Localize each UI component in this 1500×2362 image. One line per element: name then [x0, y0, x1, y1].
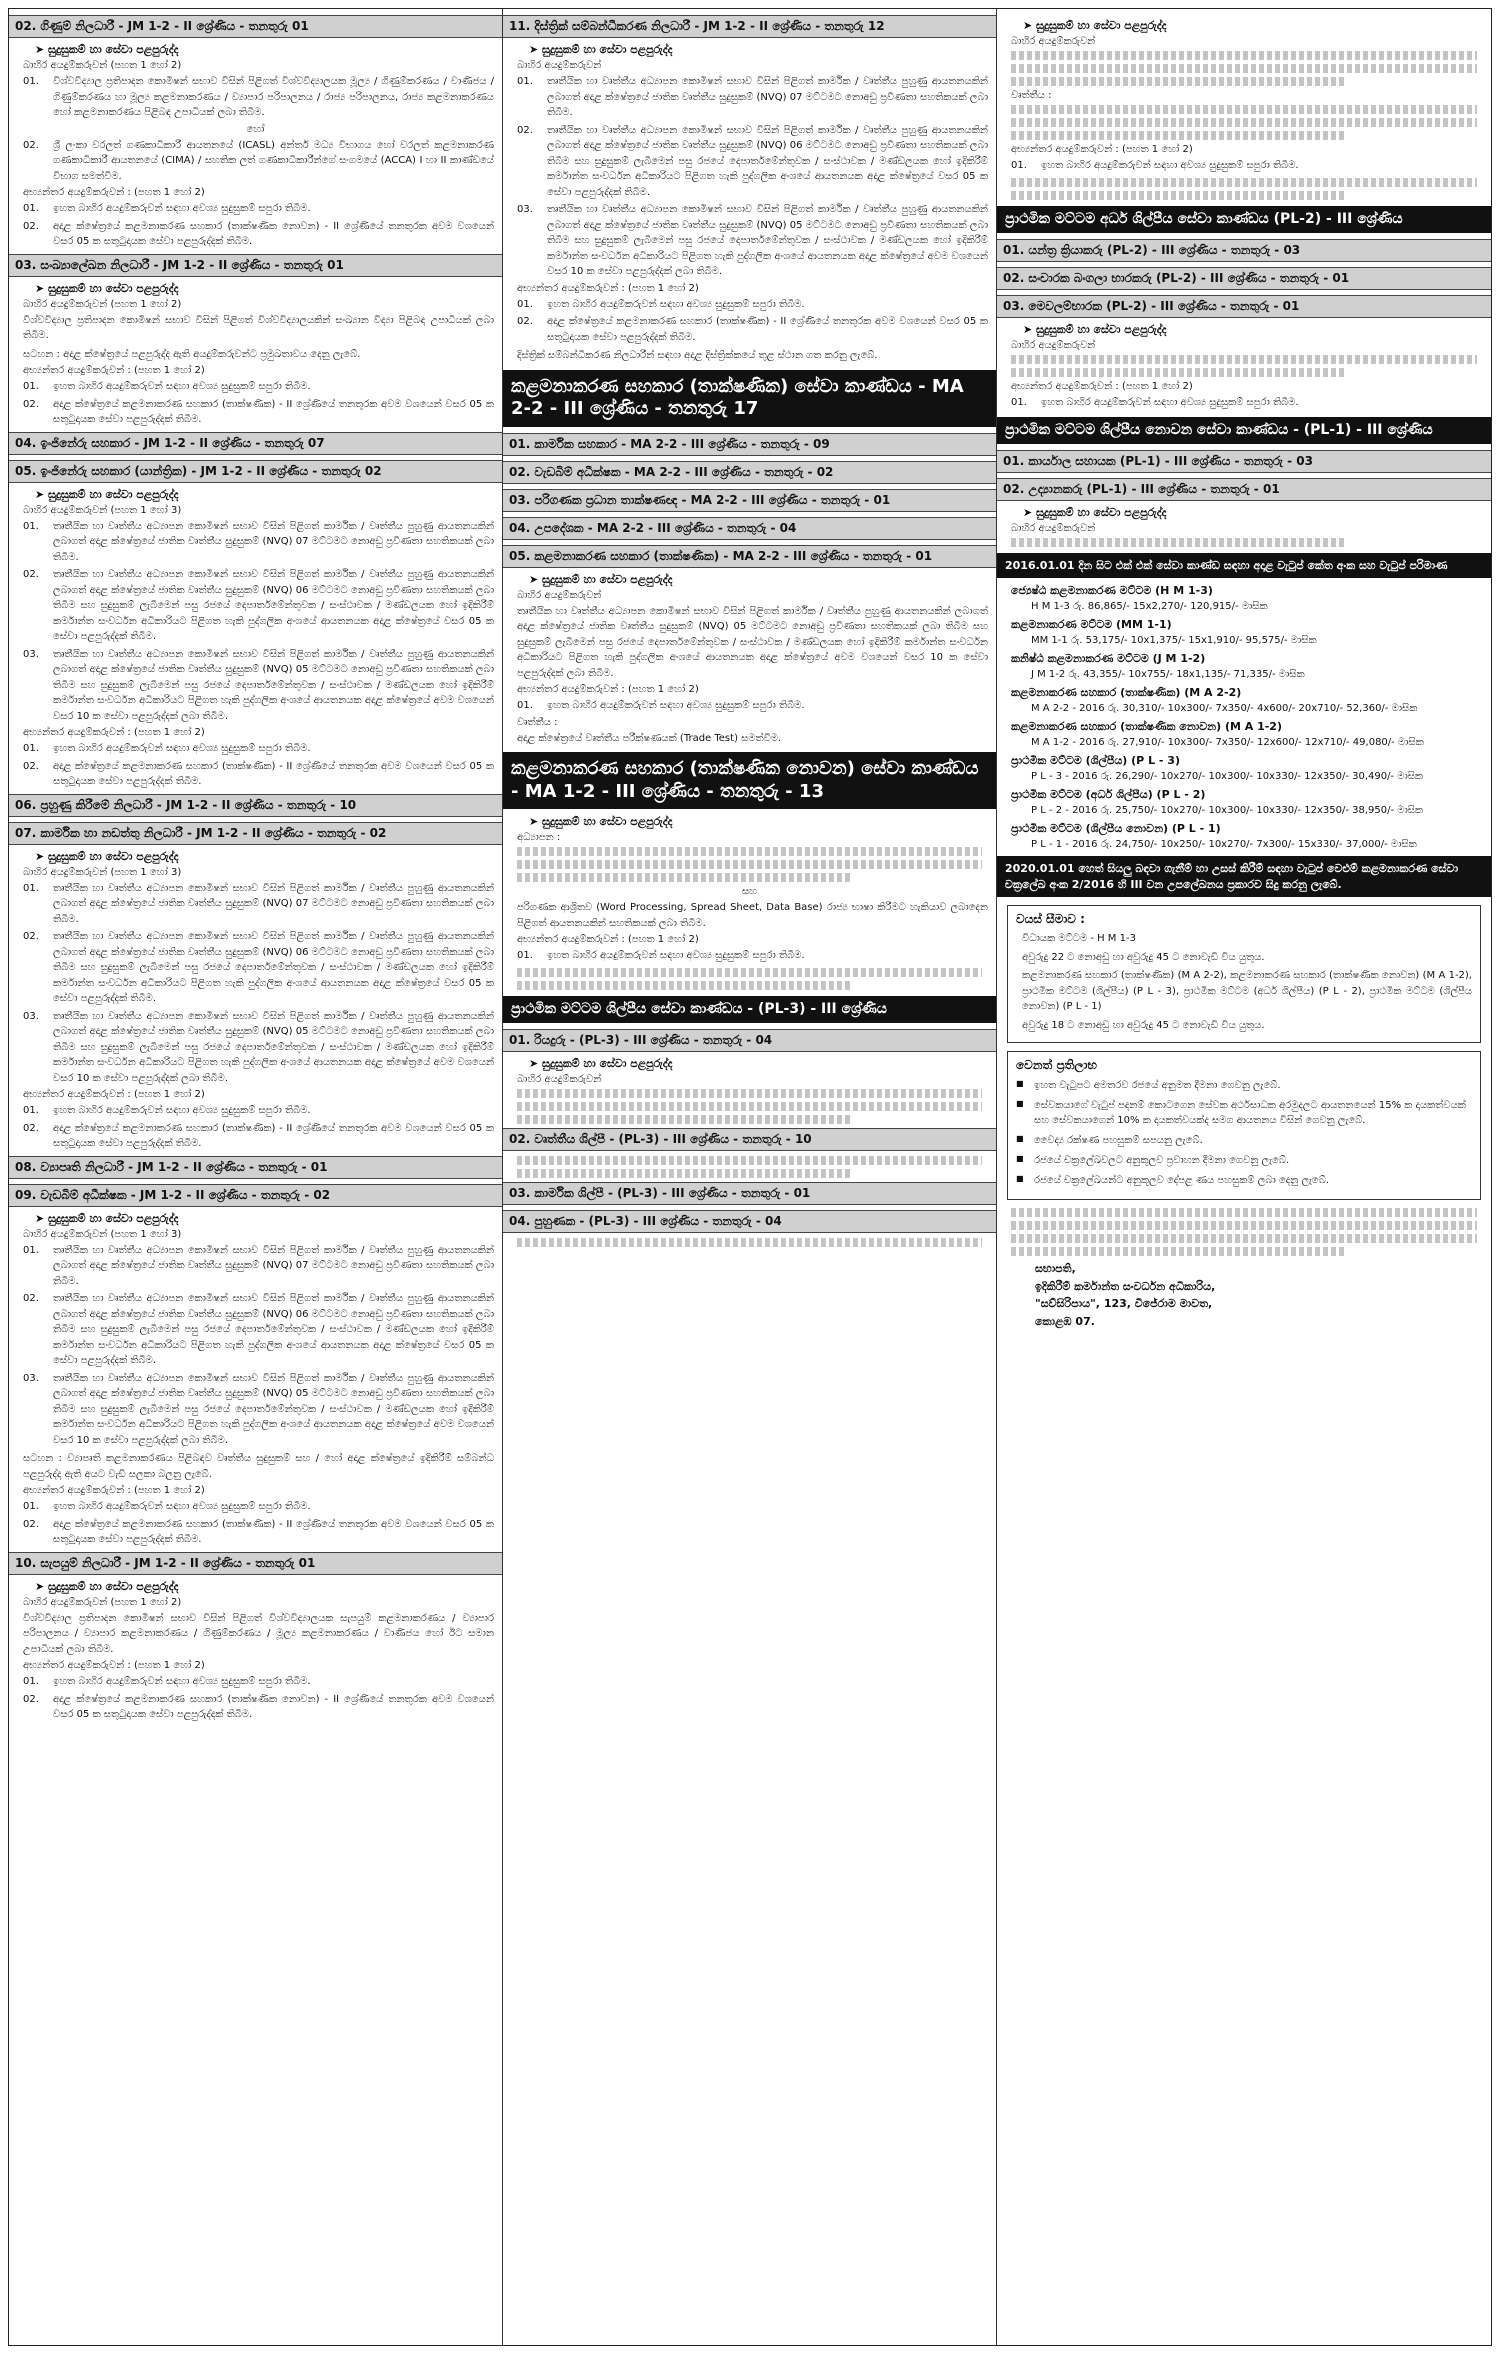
and-label: සහ: [741, 886, 758, 897]
qualification-item: තෘතීයික හා වෘත්තීය අධ්‍යාපන කොමිෂන් සභාව විසින් පිළිගත් කාර්මික / වෘත්තීය පුහුණු ආයතනයකින් ලබාගත් අදාළ ක්ෂේත්‍රයේ ජාතික වෘත්තීය සුදුසුකම් (NVQ) 07 මට්ටමට නොඅඩු ප්‍රවීණතා සහතිකයක් ලබා තිබීම.: [53, 1244, 494, 1287]
salary-heading: ප්‍රාථමික මට්ටම (අර්ධ ශිල්පීය) (P L - 2): [1011, 788, 1206, 802]
section-02-heading: 02. ගිණුම් නිලධාරී - JM 1-2 - II ශ්‍රේණිය - තනතුරු 01: [9, 15, 502, 38]
ma22-post-02: 02. වැඩබිම් අධීක්ෂක - MA 2-2 - III ශ්‍රේණිය - තනතුරු - 02: [503, 461, 996, 484]
qualification-item: තෘතීයික හා වෘත්තීය අධ්‍යාපන කොමිෂන් සභාව විසින් පිළිගත් කාර්මික / වෘත්තීය පුහුණු ආයතනයකින් ලබාගත් අදාළ ක්ෂේත්‍රයේ ජාතික වෘත්තීය සුදුසුකම් (NVQ) 06 මට්ටමට නොඅඩු ප්‍රවීණතා සහතිකයක් ලබා තිබීම සහ සුදුසුකම් ලැබීමෙන් පසු රජයේ දෙපාර්තමේන්තුවක / සංස්ථාවක / මණ්ඩලයක හෝ ඉදිකිරීම් කර්මාන්ත සංවර්ධන අධිකාරියට පිළිගත හැකි පුද්ගලික අංශයේ ආයතනයක අදාළ ක්ෂේත්‍රයේ වසර 05 ක සේවා පළපුරුද්දක් තිබීම.: [53, 569, 494, 642]
internal-label: අභ්‍යන්තර අයදුම්කරුවන් : (පහත 1 හෝ 2): [1011, 381, 1193, 392]
qualification-text: තෘතීයික හා වෘත්තීය අධ්‍යාපන කොමිෂන් සභාව විසින් පිළිගත් කාර්මික / වෘත්තීය පුහුණු ආයතනයකින් ලබාගත් අදාළ ක්ෂේත්‍රයේ ජාතික වෘත්තීය සුදුසුකම් (NVQ) 05 මට්ටමට නොඅඩු ප්‍රවීණතා සහතිකයක් ලබා තිබීම සහ සුදුසුකම් ලැබීමෙන් පසු රජයේ දෙපාර්තමේන්තුවක / සංස්ථාවක / මණ්ඩලයක හෝ ඉදිකිරීම් කර්මාන්ත සංවර්ධන අධිකාරියට පිළිගත හැකි පුද්ගලික අංශයේ ආයතනයක අදාළ ක්ෂේත්‍රයේ අවම වශයෙන් වසර 10 ක සේවා පළපුරුද්දක් ලබා තිබීම.: [517, 605, 988, 679]
qualification-item: තෘතීයික හා වෘත්තීය අධ්‍යාපන කොමිෂන් සභාව විසින් පිළිගත් කාර්මික / වෘත්තීය පුහුණු ආයතනයකින් ලබාගත් අදාළ ක්ෂේත්‍රයේ ජාතික වෘත්තීය සුදුසුකම් (NVQ) 06 මට්ටමට නොඅඩු ප්‍රවීණතා සහතිකයක් ලබා තිබීම සහ සුදුසුකම් ලැබීමෙන් පසු රජයේ දෙපාර්තමේන්තුවක / සංස්ථාවක / මණ්ඩලයක හෝ ඉදිකිරීම් කර්මාන්ත සංවර්ධන අධිකාරියට පිළිගත හැකි පුද්ගලික අංශයේ ආයතනයක අදාළ ක්ෂේත්‍රයේ වසර 05 ක සේවා පළපුරුද්දක් තිබීම.: [53, 1293, 494, 1366]
salary-scale: MM 1-1 රු. 53,175/- 10x1,375/- 15x1,910/- 95,575/- මාසික: [1031, 635, 1317, 647]
salary-scale: M A 2-2 - 2016 රු. 30,310/- 10x300/- 7x350/- 4x600/- 20x710/- 52,360/- මාසික: [1031, 703, 1418, 715]
pl3-post-03: 03. කාර්මික ශිල්පී - (PL-3) - III ශ්‍රේණිය - තනතුරු - 01: [503, 1182, 996, 1205]
qualification-item: ඉහත බාහිර අයදුම්කරුවන් සඳහා අවශ්‍ය සුදුසුකම් සපුරා තිබීම.: [53, 203, 311, 214]
pl2-post-03: 03. මෙවලම්භාරක (PL-2) - III ශ්‍රේණිය - තනතුරු - 01: [997, 295, 1491, 318]
salary-scale: P L - 3 - 2016 රු. 26,290/- 10x270/- 10x300/- 10x330/- 12x350/- 30,490/- මාසික: [1031, 771, 1424, 783]
internal-label: අභ්‍යන්තර අයදුම්කරුවන් : (පහත 1 හෝ 2): [23, 1485, 205, 1496]
pl3-post-01: 01. රියදුරු - (PL-3) - III ශ්‍රේණිය - තනතුරු - 04: [503, 1029, 996, 1052]
pl3-banner: ප්‍රාථමික මට්ටම ශිල්පීය සේවා කාණ්ඩය - (PL-3) - III ශ්‍රේණිය: [503, 996, 996, 1024]
qualification-item: අදාළ ක්ෂේත්‍රයේ කළමනාකරණ සහකාර (තාක්ෂණික) - II ශ්‍රේණියේ තනතුරක අවම වශයෙන් වසර 05 ක සතුටුදායක සේවා පළපුරුද්දක් තිබීම.: [53, 760, 494, 787]
quals-heading: ➤ සුදුසුකම් හා සේවා පළපුරුද්ද: [35, 488, 494, 502]
pl1-post-01: 01. කාර්යාල සහායක (PL-1) - III ශ්‍රේණිය - තනතුරු - 03: [997, 450, 1491, 473]
section-11-heading: 11. දිස්ත්‍රික් සම්බන්ධීකරණ නිලධාරී - JM 1-2 - II ශ්‍රේණිය - තනතුරු 12: [503, 15, 996, 38]
qualification-item: අදාළ ක්ෂේත්‍රයේ කළමනාකරණ සහකාර (තාක්ෂණික) - II ශ්‍රේණියේ තනතුරක අවම වශයෙන් වසර 05 ක සතුටුදායක සේවා පළපුරුද්දක් තිබීම.: [53, 1518, 494, 1545]
ma22-post-05: 05. කළමනාකරණ සහකාර (තාක්ෂණික) - MA 2-2 - III ශ්‍රේණිය - තනතුරු - 01: [503, 545, 996, 568]
external-label: බාහිර අයදුම්කරුවන් (පහත 1 හෝ 3): [23, 1228, 182, 1240]
internal-label: අභ්‍යන්තර අයදුම්කරුවන් : (පහත 1 හෝ 2): [23, 727, 205, 738]
internal-label: අභ්‍යන්තර අයදුම්කරුවන් : (පහත 1 හෝ 2): [23, 1660, 205, 1671]
qualification-item: ඉහත බාහිර අයදුම්කරුවන් සඳහා අවශ්‍ය සුදුසුකම් සපුරා තිබීම.: [53, 1105, 311, 1116]
qualification-item: තෘතීයික හා වෘත්තීය අධ්‍යාපන කොමිෂන් සභාව විසින් පිළිගත් කාර්මික / වෘත්තීය පුහුණු ආයතනයකින් ලබාගත් අදාළ ක්ෂේත්‍රයේ ජාතික වෘත්තීය සුදුසුකම් (NVQ) 07 මට්ටමට නොඅඩු ප්‍රවීණතා සහතිකයක් ලබා තිබීම.: [547, 76, 988, 118]
age-text: අවුරුදු 22 ට නොඅඩු හා අවුරුදු 45 ට නොවැඩි විය යුතුය.: [1022, 951, 1265, 963]
column-left: 02. ගිණුම් නිලධාරී - JM 1-2 - II ශ්‍රේණිය - තනතුරු 01 ➤ සුදුසුකම් හා සේවා පළපුරුද්ද බාහිර අයදුම්කරුවන් (පහත 1 හෝ 2) 01. විශ්වවිද්‍යාල ප්‍රතිපාදන කොමිෂන් සභාව විසින් පිළිගත් විශ්වවිද්‍යාලයක මූල්‍ය / ගිණුම්කරණය / වාණිජය / ගිණුම්කරණය හා මූල්‍ය කළමනාකරණය / ව්‍යාපාර පරිපාලනය / රාජ්‍ය පරිපාලනය, රාජ්‍ය කළමනාකරණය හෝ කළමනාකරණය පිළිබඳ උපාධියක් ලබා තිබීම. හෝ 02. ශ්‍රී ලංකා වරලත් ගණකාධිකාරී ආයතනයේ (ICASL) අන්තර් මධ්‍ය විභාගය හෝ වරලත් කළමනාකරණ ගණකාධිකාරී ආයතනයේ (CIMA) / සහතික ලත් ගණකාධිකාරීන්ගේ සංගමයේ (ACCA) I හා II කාණ්ඩයේ විභාග සමත්වීම. අභ්‍යන්තර අයදුම්කරුවන් : (පහත 1 හෝ 2) 01. ඉහත බාහිර අයදුම්කරුවන් සඳහා අවශ්‍ය සුදුසුකම් සපුරා තිබීම. 02. අදාළ ක්ෂේත්‍රයේ කළමනාකරණ සහකාර (තාක්ෂණික නොවන) - II ශ්‍රේණියේ තනතුරක අවම වශයෙන් වසර 05 ක සතුටුදායක සේවා පළපුරුද්දක් තිබීම. 03. සංඛ්‍යාලේඛන නිලධාරී - JM 1-2 - II ශ්‍රේණිය - තනතුරු 01 ➤ සුදුසුකම් හා සේවා පළපුරුද්ද බාහිර අයදුම්කරුවන් (පහත 1 හෝ 2) විශ්වවිද්‍යාල ප්‍රතිපාදන කොමිෂන් සභාව විසින් පිළිගත් විශ්වවිද්‍යාලයකින් සංඛ්‍යාන විද්‍යා පිළිබඳ උපාධියක් ලබා තිබීම. සටහන : අදාළ ක්ෂේත්‍රයේ පළපුරුද්ද ඇති අයදුම්කරුවන්ට ප්‍රමුඛතාවය දෙනු ලැබේ. අභ්‍යන්තර අයදුම්කරුවන් : (පහත 1 හෝ 2) 01. ඉහත බාහිර අයදුම්කරුවන් සඳහා අවශ්‍ය සුදුසුකම් සපුරා තිබීම. 02. අදාළ ක්ෂේත්‍රයේ කළමනාකරණ සහකාර (තාක්ෂණික) - II ශ්‍රේණියේ තනතුරක අවම වශයෙන් වසර 05 ක සතුටුදායක සේවා පළපුරුද්දක් තිබීම. 04. ඉංජිනේරු සහකාර - JM 1-2 - II ශ්‍රේණිය - තනතුරු 07 05. ඉංජිනේරු සහකාර (යාන්ත්‍රික) - JM 1-2 - II ශ්‍රේණිය - තනතුරු 02 ➤ සුදුසුකම් හා සේවා පළපුරුද්ද බාහිර අයදුම්කරුවන් (පහත 1 හෝ 3) 01. තෘතීයික හා වෘත්තීය අධ්‍යාපන කොමිෂන් සභාව විසින් පිළිගත් කාර්මික / වෘත්තීය පුහුණු ආයතනයකින් ලබාගත් අදාළ ක්ෂේත්‍රයේ ජාතික වෘත්තීය සුදුසුකම් (NVQ) 07 මට්ටමට නොඅඩු ප්‍රවීණතා සහතිකයක් ලබා තිබීම. 02. තෘතීයික හා වෘත්තීය අධ්‍යාපන කොමිෂන් සභාව විසින් පිළිගත් කාර්මික / වෘත්තීය පුහුණු ආයතනයකින් ලබාගත් අදාළ ක්ෂේත්‍රයේ ජාතික වෘත්තීය සුදුසුකම් (NVQ) 06 මට්ටමට නොඅඩු ප්‍රවීණතා සහතිකයක් ලබා තිබීම සහ සුදුසුකම් ලැබීමෙන් පසු රජයේ දෙපාර්තමේන්තුවක / සංස්ථාවක / මණ්ඩලයක හෝ ඉදිකිරීම් කර්මාන්ත සංවර්ධන අධිකාරියට පිළිගත හැකි පුද්ගලික අංශයේ ආයතනයක අදාළ ක්ෂේත්‍රයේ වසර 05 ක සේවා පළපුරුද්දක් තිබීම. 03. තෘතීයික හා වෘත්තීය අධ්‍යාපන කොමිෂන් සභාව විසින් පිළිගත් කාර්මික / වෘත්තීය පුහුණු ආයතනයකින් ලබාගත් අදාළ ක්ෂේත්‍රයේ ජාතික වෘත්තීය සුදුසුකම් (NVQ) 05 මට්ටමට නොඅඩු ප්‍රවීණතා සහතිකයක් ලබා තිබීම සහ සුදුසුකම් ලැබීමෙන් පසු රජයේ දෙපාර්තමේන්තුවක / සංස්ථාවක / මණ්ඩලයක හෝ ඉදිකිරීම් කර්මාන්ත සංවර්ධන අධිකාරියට පිළිගත හැකි පුද්ගලික අංශයේ ආයතනයක අදාළ ක්ෂේත්‍රයේ අවම වශයෙන් වසර 10 ක සේවා පළපුරුද්දක් ලබා තිබීම. අභ්‍යන්තර අයදුම්කරුවන් : (පහත 1 හෝ 2) 01. ඉහත බාහිර අයදුම්කරුවන් සඳහා අවශ්‍ය සුදුසුකම් සපුරා තිබීම. 02. අදාළ ක්ෂේත්‍රයේ කළමනාකරණ සහකාර (තාක්ෂණික) - II ශ්‍රේණියේ තනතුරක අවම වශයෙන් වසර 05 ක සතුටුදායක සේවා පළපුරුද්දක් තිබීම. 06. ප්‍රහුණු කිරීමේ නිලධාරී - JM 1-2 - II ශ්‍රේණිය - තනතුරු - 10 07. කාර්මික හා නඩත්තු නිලධාරී - JM 1-2 - II ශ්‍රේණිය - තනතුරු - 02 ➤ සුදුසුකම් හා සේවා පළපුරුද්ද බාහිර අයදුම්කරුවන් (පහත 1 හෝ 3) 01. තෘතීයික හා වෘත්තීය අධ්‍යාපන කොමිෂන් සභාව විසින් පිළිගත් කාර්මික / වෘත්තීය පුහුණු ආයතනයකින් ලබාගත් අදාළ ක්ෂේත්‍රයේ ජාතික වෘත්තීය සුදුසුකම් (NVQ) 07 මට්ටමට නොඅඩු ප්‍රවීණතා සහතිකයක් ලබා තිබීම. 02. තෘතීයික හා වෘත්තීය අධ්‍යාපන කොමිෂන් සභාව විසින් පිළිගත් කාර්මික / වෘත්තීය පුහුණු ආයතනයකින් ලබාගත් අදාළ ක්ෂේත්‍රයේ ජාතික වෘත්තීය සුදුසුකම් (NVQ) 06 මට්ටමට නොඅඩු ප්‍රවීණතා සහතිකයක් ලබා තිබීම සහ සුදුසුකම් ලැබීමෙන් පසු රජයේ දෙපාර්තමේන්තුවක / සංස්ථාවක / මණ්ඩලයක හෝ ඉදිකිරීම් කර්මාන්ත සංවර්ධන අධිකාරියට පිළිගත හැකි පුද්ගලික අංශයේ ආයතනයක අදාළ ක්ෂේත්‍රයේ වසර 05 ක සේවා පළපුරුද්දක් තිබීම. 03. තෘතීයික හා වෘත්තීය අධ්‍යාපන කොමිෂන් සභාව විසින් පිළිගත් කාර්මික / වෘත්තීය පුහුණු ආයතනයකින් ලබාගත් අදාළ ක්ෂේත්‍රයේ ජාතික වෘත්තීය සුදුසුකම් (NVQ) 05 මට්ටමට නොඅඩු ප්‍රවීණතා සහතිකයක් ලබා තිබීම සහ සුදුසුකම් ලැබීමෙන් පසු රජයේ දෙපාර්තමේන්තුවක / සංස්ථාවක / මණ්ඩලයක හෝ ඉදිකිරීම් කර්මාන්ත සංවර්ධන අධිකාරියට පිළිගත හැකි පුද්ගලික අංශයේ ආයතනයක අදාළ ක්ෂේත්‍රයේ අවම වශයෙන් වසර 10 ක සේවා පළපුරුද්දක් ලබා තිබීම. අභ්‍යන්තර අයදුම්කරුවන් : (පහත 1 හෝ 2) 01. ඉහත බාහිර අයදුම්කරුවන් සඳහා අවශ්‍ය සුදුසුකම් සපුරා තිබීම. 02. අදාළ ක්ෂේත්‍රයේ කළමනාකරණ සහකාර (තාක්ෂණික) - II ශ්‍රේණියේ තනතුරක අවම වශයෙන් වසර 05 ක සතුටුදායක සේවා පළපුරුද්දක් තිබීම. 08. ව්‍යාපෘති නිලධාරී - JM 1-2 - II ශ්‍රේණිය - තනතුරු - 01 09. වැඩබිම් අධීක්ෂක - JM 1-2 - II ශ්‍රේණිය - තනතුරු - 02 ➤ සුදුසුකම් හා සේවා පළපුරුද්ද බාහිර අයදුම්කරුවන් (පහත 1 හෝ 3) 01. තෘතීයික හා වෘත්තීය අධ්‍යාපන කොමිෂන් සභාව විසින් පිළිගත් කාර්මික / වෘත්තීය පුහුණු ආයතනයකින් ලබාගත් අදාළ ක්ෂේත්‍රයේ ජාතික වෘත්තීය සුදුසුකම් (NVQ) 07 මට්ටමට නොඅඩු ප්‍රවීණතා සහතිකයක් ලබා තිබීම. 02. තෘතීයික හා වෘත්තීය අධ්‍යාපන කොමිෂන් සභාව විසින් පිළිගත් කාර්මික / වෘත්තීය පුහුණු ආයතනයකින් ලබාගත් අදාළ ක්ෂේත්‍රයේ ජාතික වෘත්තීය සුදුසුකම් (NVQ) 06 මට්ටමට නොඅඩු ප්‍රවීණතා සහතිකයක් ලබා තිබීම සහ සුදුසුකම් ලැබීමෙන් පසු රජයේ දෙපාර්තමේන්තුවක / සංස්ථාවක / මණ්ඩලයක හෝ ඉදිකිරීම් කර්මාන්ත සංවර්ධන අධිකාරියට පිළිගත හැකි පුද්ගලික අංශයේ ආයතනයක අදාළ ක්ෂේත්‍රයේ වසර 05 ක සේවා පළපුරුද්දක් තිබීම. 03. තෘතීයික හා වෘත්තීය අධ්‍යාපන කොමිෂන් සභාව විසින් පිළිගත් කාර්මික / වෘත්තීය පුහුණු ආයතනයකින් ලබාගත් අදාළ ක්ෂේත්‍රයේ ජාතික වෘත්තීය සුදුසුකම් (NVQ) 05 මට්ටමට නොඅඩු ප්‍රවීණතා සහතිකයක් ලබා තිබීම සහ සුදුසුකම් ලැබීමෙන් පසු රජයේ දෙපාර්තමේන්තුවක / සංස්ථාවක / මණ්ඩලයක හෝ ඉදිකිරීම් කර්මාන්ත සංවර්ධන අධිකාරියට පිළිගත හැකි පුද්ගලික අංශයේ ආයතනයක අදාළ ක්ෂේත්‍රයේ අවම වශයෙන් වසර 10 ක සේවා පළපුරුද්දක් ලබා තිබීම. සටහන : ව්‍යාපෘති කළමනාකරණය පිළිබඳව වෘත්තීය සුදුසුකම් සහ / හෝ අදාළ ක්ෂේත්‍රයේ ඉදිකිරීම් සම්බන්ධ පළපුරුද්ද ඇති අයට වැඩි සලකා බලනු ලැබේ. අභ්‍යන්තර අයදුම්කරුවන් : (පහත 1 හෝ 2) 01. ඉහත බාහිර අයදුම්කරුවන් සඳහා අවශ්‍ය සුදුසුකම් සපුරා තිබීම. 02. අදාළ ක්ෂේත්‍රයේ කළමනාකරණ සහකාර (තාක්ෂණික) - II ශ්‍රේණියේ තනතුරක අවම වශයෙන් වසර 05 ක සතුටුදායක සේවා පළපුරුද්දක් තිබීම. 10. සැපයුම් නිලධාරී - JM 1-2 - II ශ්‍රේණිය - තනතුරු 01 ➤ සුදුසුකම් හා සේවා පළපුරුද්ද බාහිර අයදුම්කරුවන් (පහත 1 හෝ 2) විශ්වවිද්‍යාල ප්‍රතිපාදන කොමිෂන් සභාව විසින් පිළිගත් විශ්වවිද්‍යාලයක සැපයුම් කළමනාකරණය / ව්‍යාපාර පරිපාලනය / ව්‍යාපාර කළමනාකරණය / ගිණුම්කරණය / මූල්‍ය කළමනාකරණය / වාණිජය හෝ ඊට සමාන උපාධියක් ලබා තිබීම. අභ්‍යන්තර අයදුම්කරුවන් : (පහත 1 හෝ 2) 01. ඉහත බාහිර අයදුම්කරුවන් සඳහා අවශ්‍ය සුදුසුකම් සපුරා තිබීම. 02. අදාළ ක්ෂේත්‍රයේ කළමනාකරණ සහකාර (තාක්ෂණික නොවන) - II ශ්‍රේණියේ තනතුරක අවම වශයෙන් වසර 05 ක සතුටුදායක සේවා පළපුරුද්දක් තිබීම.: [9, 9, 503, 2345]
external-label: බාහිර අයදුම්කරුවන් (පහත 1 හෝ 2): [23, 60, 182, 71]
internal-label: අභ්‍යන්තර අයදුම්කරුවන් : (පහත 1 හෝ 2): [23, 187, 205, 198]
salary-scale: M A 1-2 - 2016 රු. 27,910/- 10x300/- 7x350/- 12x600/- 12x710/- 49,080/- මාසික: [1031, 737, 1424, 749]
ma12-banner: කළමනාකරණ සහකාර (තාක්ෂණික නොවන) සේවා කාණ්ඩය - MA 1-2 - III ශ්‍රේණිය - තනතුරු - 13: [503, 752, 996, 809]
qualification-item: තෘතීයික හා වෘත්තීය අධ්‍යාපන කොමිෂන් සභාව විසින් පිළිගත් කාර්මික / වෘත්තීය පුහුණු ආයතනයකින් ලබාගත් අදාළ ක්ෂේත්‍රයේ ජාතික වෘත්තීය සුදුසුකම් (NVQ) 06 මට්ටමට නොඅඩු ප්‍රවීණතා සහතිකයක් ලබා තිබීම සහ සුදුසුකම් ලැබීමෙන් පසු රජයේ දෙපාර්තමේන්තුවක / සංස්ථාවක / මණ්ඩලයක හෝ ඉදිකිරීම් කර්මාන්ත සංවර්ධන අධිකාරියට පිළිගත හැකි පුද්ගලික අංශයේ ආයතනයක අදාළ ක්ෂේත්‍රයේ වසර 05 ක සේවා පළපුරුද්දක් තිබීම.: [53, 931, 494, 1004]
qualification-item: තෘතීයික හා වෘත්තීය අධ්‍යාපන කොමිෂන් සභාව විසින් පිළිගත් කාර්මික / වෘත්තීය පුහුණු ආයතනයකින් ලබාගත් අදාළ ක්ෂේත්‍රයේ ජාතික වෘත්තීය සුදුසුකම් (NVQ) 05 මට්ටමට නොඅඩු ප්‍රවීණතා සහතිකයක් ලබා තිබීම සහ සුදුසුකම් ලැබීමෙන් පසු රජයේ දෙපාර්තමේන්තුවක / සංස්ථාවක / මණ්ඩලයක හෝ ඉදිකිරීම් කර්මාන්ත සංවර්ධන අධිකාරියට පිළිගත හැකි පුද්ගලික අංශයේ ආයතනයක අදාළ ක්ෂේත්‍රයේ අවම වශයෙන් වසර 10 ක සේවා පළපුරුද්දක් ලබා තිබීම.: [53, 1010, 494, 1084]
vocational-label: වෘත්තීය :: [1011, 90, 1052, 101]
qualification-item: තෘතීයික හා වෘත්තීය අධ්‍යාපන කොමිෂන් සභාව විසින් පිළිගත් කාර්මික / වෘත්තීය පුහුණු ආයතනයකින් ලබාගත් අදාළ ක්ෂේත්‍රයේ ජාතික වෘත්තීය සුදුසුකම් (NVQ) 06 මට්ටමට නොඅඩු ප්‍රවීණතා සහතිකයක් ලබා තිබීම සහ සුදුසුකම් ලැබීමෙන් පසු රජයේ දෙපාර්තමේන්තුවක / සංස්ථාවක / මණ්ඩලයක හෝ ඉදිකිරීම් කර්මාන්ත සංවර්ධන අධිකාරියට පිළිගත හැකි පුද්ගලික අංශයේ ආයතනයක අදාළ ක්ෂේත්‍රයේ වසර 05 ක සේවා පළපුරුද්දක් තිබීම.: [547, 124, 988, 198]
quals-heading: ➤ සුදුසුකම් හා සේවා පළපුරුද්ද: [35, 282, 494, 296]
salary-banner: 2016.01.01 දින සිට එක් එක් සේවා කාණ්ඩ සඳහා අදාළ වැටුප් කේත අංක සහ වැටුප් පරිමාණ: [997, 553, 1491, 578]
external-label: බාහිර අයදුම්කරුවන්: [1011, 36, 1096, 47]
quals-heading: ➤ සුදුසුකම් හා සේවා පළපුරුද්ද: [529, 573, 988, 587]
salary-heading: කළමනාකරණ මට්ටම (MM 1-1): [1011, 618, 1172, 632]
benefits-box: [1007, 1051, 1481, 1200]
address-line: ඉදිකිරීම් කර්මාන්ත සංවර්ධන අධිකාරිය,: [1035, 1279, 1216, 1293]
section-09-heading: 09. වැඩබිම් අධීක්ෂක - JM 1-2 - II ශ්‍රේණිය - තනතුරු - 02: [9, 1184, 502, 1207]
qualification-item: තෘතීයික හා වෘත්තීය අධ්‍යාපන කොමිෂන් සභාව විසින් පිළිගත් කාර්මික / වෘත්තීය පුහුණු ආයතනයකින් ලබාගත් අදාළ ක්ෂේත්‍රයේ ජාතික වෘත්තීය සුදුසුකම් (NVQ) 07 මට්ටමට නොඅඩු ප්‍රවීණතා සහතිකයක් ලබා තිබීම.: [53, 520, 494, 563]
ma22-post-01: 01. කාර්මික සහකාර - MA 2-2 - III ශ්‍රේණිය - තනතුරු - 09: [503, 433, 996, 456]
qualification-item: ඉහත බාහිර අයදුම්කරුවන් සඳහා අවශ්‍ය සුදුසුකම් සපුරා තිබීම.: [53, 1501, 311, 1512]
note-text: සටහන : ව්‍යාපෘති කළමනාකරණය පිළිබඳව වෘත්තීය සුදුසුකම් සහ / හෝ අදාළ ක්ෂේත්‍රයේ ඉදිකිරීම් සම්බන්ධ පළපුරුද්ද ඇති අයට වැඩි සලකා බලනු ලැබේ.: [23, 1453, 494, 1480]
salary-heading: කළමනාකරණ සහකාර (තාක්ෂණික) (M A 2-2): [1011, 686, 1242, 700]
education-label: අධ්‍යාපන :: [517, 832, 561, 843]
column-middle: 11. දිස්ත්‍රික් සම්බන්ධීකරණ නිලධාරී - JM 1-2 - II ශ්‍රේණිය - තනතුරු 12 ➤ සුදුසුකම් හා සේවා පළපුරුද්ද බාහිර අයදුම්කරුවන් 01. තෘතීයික හා වෘත්තීය අධ්‍යාපන කොමිෂන් සභාව විසින් පිළිගත් කාර්මික / වෘත්තීය පුහුණු ආයතනයකින් ලබාගත් අදාළ ක්ෂේත්‍රයේ ජාතික වෘත්තීය සුදුසුකම් (NVQ) 07 මට්ටමට නොඅඩු ප්‍රවීණතා සහතිකයක් ලබා තිබීම. 02. තෘතීයික හා වෘත්තීය අධ්‍යාපන කොමිෂන් සභාව විසින් පිළිගත් කාර්මික / වෘත්තීය පුහුණු ආයතනයකින් ලබාගත් අදාළ ක්ෂේත්‍රයේ ජාතික වෘත්තීය සුදුසුකම් (NVQ) 06 මට්ටමට නොඅඩු ප්‍රවීණතා සහතිකයක් ලබා තිබීම සහ සුදුසුකම් ලැබීමෙන් පසු රජයේ දෙපාර්තමේන්තුවක / සංස්ථාවක / මණ්ඩලයක හෝ ඉදිකිරීම් කර්මාන්ත සංවර්ධන අධිකාරියට පිළිගත හැකි පුද්ගලික අංශයේ ආයතනයක අදාළ ක්ෂේත්‍රයේ වසර 05 ක සේවා පළපුරුද්දක් තිබීම. 03. තෘතීයික හා වෘත්තීය අධ්‍යාපන කොමිෂන් සභාව විසින් පිළිගත් කාර්මික / වෘත්තීය පුහුණු ආයතනයකින් ලබාගත් අදාළ ක්ෂේත්‍රයේ ජාතික වෘත්තීය සුදුසුකම් (NVQ) 05 මට්ටමට නොඅඩු ප්‍රවීණතා සහතිකයක් ලබා තිබීම සහ සුදුසුකම් ලැබීමෙන් පසු රජයේ දෙපාර්තමේන්තුවක / සංස්ථාවක / මණ්ඩලයක හෝ ඉදිකිරීම් කර්මාන්ත සංවර්ධන අධිකාරියට පිළිගත හැකි පුද්ගලික අංශයේ ආයතනයක අදාළ ක්ෂේත්‍රයේ අවම වශයෙන් වසර 10 ක සේවා පළපුරුද්දක් ලබා තිබීම. අභ්‍යන්තර අයදුම්කරුවන් : (පහත 1 හෝ 2) 01. ඉහත බාහිර අයදුම්කරුවන් සඳහා අවශ්‍ය සුදුසුකම් සපුරා තිබීම. 02. අදාළ ක්ෂේත්‍රයේ කළමනාකරණ සහකාර (තාක්ෂණික) - II ශ්‍රේණියේ තනතුරක අවම වශයෙන් වසර 05 ක සතුටුදායක සේවා පළපුරුද්දක් තිබීම. දිස්ත්‍රික් සම්බන්ධීකරණ නිලධාරීන් සඳහා අදාළ දිස්ත්‍රික්කයේ තුළ ස්ථාන ගත කරනු ලැබේ. කළමනාකරණ සහකාර (තාක්ෂණික) සේවා කාණ්ඩය - MA 2-2 - III ශ්‍රේණිය - තනතුරු 17 01. කාර්මික සහකාර - MA 2-2 - III ශ්‍රේණිය - තනතුරු - 09 02. වැඩබිම් අධීක්ෂක - MA 2-2 - III ශ්‍රේණිය - තනතුරු - 02 03. පරිගණක ප්‍රධාන තාක්ෂණඥ - MA 2-2 - III ශ්‍රේණිය - තනතුරු - 01 04. උපදේශක - MA 2-2 - III ශ්‍රේණිය - තනතුරු - 04 05. කළමනාකරණ සහකාර (තාක්ෂණික) - MA 2-2 - III ශ්‍රේණිය - තනතුරු - 01 ➤ සුදුසුකම් හා සේවා පළපුරුද්ද බාහිර අයදුම්කරුවන් තෘතීයික හා වෘත්තීය අධ්‍යාපන කොමිෂන් සභාව විසින් පිළිගත් කාර්මික / වෘත්තීය පුහුණු ආයතනයකින් ලබාගත් අදාළ ක්ෂේත්‍රයේ ජාතික වෘත්තීය සුදුසුකම් (NVQ) 05 මට්ටමට නොඅඩු ප්‍රවීණතා සහතිකයක් ලබා තිබීම සහ සුදුසුකම් ලැබීමෙන් පසු රජයේ දෙපාර්තමේන්තුවක / සංස්ථාවක / මණ්ඩලයක හෝ ඉදිකිරීම් කර්මාන්ත සංවර්ධන අධිකාරියට පිළිගත හැකි පුද්ගලික අංශයේ ආයතනයක අදාළ ක්ෂේත්‍රයේ අවම වශයෙන් වසර 10 ක සේවා පළපුරුද්දක් ලබා තිබීම. අභ්‍යන්තර අයදුම්කරුවන් : (පහත 1 හෝ 2) 01. ඉහත බාහිර අයදුම්කරුවන් සඳහා අවශ්‍ය සුදුසුකම් සපුරා තිබීම. වෘත්තීය : අදාළ ක්ෂේත්‍රයේ වෘත්තීය පරීක්ෂණයක් (Trade Test) සමත්වීම. කළමනාකරණ සහකාර (තාක්ෂණික නොවන) සේවා කාණ්ඩය - MA 1-2 - III ශ්‍රේණිය - තනතුරු - 13 ➤ සුදුසුකම් හා සේවා පළපුරුද්ද අධ්‍යාපන : සහ පරිගණක ආශ්‍රිතව (Word Processing, Spread Sheet, Data Base) රාජ්‍ය භාෂා කිරීමට හැකියාව ලබාදෙන පිළිගත් ආයතනයකින් සහතිකයක් ලබා තිබීම. අභ්‍යන්තර අයදුම්කරුවන් : (පහත 1 හෝ 2) 01. ඉහත බාහිර අයදුම්කරුවන් සඳහා අවශ්‍ය සුදුසුකම් සපුරා තිබීම. ප්‍රාථමික මට්ටම ශිල්පීය සේවා කාණ්ඩය - (PL-3) - III ශ්‍රේණිය 01. රියදුරු - (PL-3) - III ශ්‍රේණිය - තනතුරු - 04 ➤ සුදුසුකම් හා සේවා පළපුරුද්ද බාහිර අයදුම්කරුවන් 02. වෘත්තීය ශිල්පී - (PL-3) - III ශ්‍රේණිය - තනතුරු - 10 03. කාර්මික ශිල්පී - (PL-3) - III ශ්‍රේණිය - තනතුරු - 01 04. පුහුණක - (PL-3) - III ශ්‍රේණිය - තනතුරු - 04: [503, 9, 997, 2345]
age-limit-box: [1007, 905, 1481, 1043]
salary-circular-banner: 2020.01.01 හෙත් සියලු බඳවා ගැනීම් හා උසස් කිරීම් සඳහා වැටුප් වෙළුම් කළමනාකරණ සේවා චක්‍රලේඛ අංක 2/2016 හි III වන උපලේඛනය ප්‍රකාරව සිදු කරනු ලැබේ.: [997, 856, 1491, 897]
vocational-label: වෘත්තීය :: [517, 716, 558, 728]
external-label: බාහිර අයදුම්කරුවන්: [517, 60, 602, 71]
internal-label: අභ්‍යන්තර අයදුම්කරුවන් : (පහත 1 හෝ 2): [517, 684, 699, 695]
pl2-banner: ප්‍රාථමික මට්ටම අර්ධ ශිල්පීය සේවා කාණ්ඩය (PL-2) - III ශ්‍රේණිය: [997, 206, 1491, 234]
quals-heading: ➤ සුදුසුකම් හා සේවා පළපුරුද්ද: [35, 850, 494, 864]
qualification-item: අදාළ ක්ෂේත්‍රයේ කළමනාකරණ සහකාර (තාක්ෂණික නොවන) - II ශ්‍රේණියේ තනතුරක අවම වශයෙන් වසර 05 ක සතුටුදායක සේවා පළපුරුද්දක් තිබීම.: [53, 1693, 494, 1720]
quals-heading: ➤ සුදුසුකම් හා සේවා පළපුරුද්ද: [529, 1057, 988, 1071]
salary-scale: H M 1-3 රු. 86,865/- 15x2,270/- 120,915/- මාසික: [1031, 601, 1268, 613]
external-label: බාහිර අයදුම්කරුවන් (පහත 1 හෝ 3): [23, 866, 182, 878]
pl3-post-04: 04. පුහුණක - (PL-3) - III ශ්‍රේණිය - තනතුරු - 04: [503, 1210, 996, 1233]
section-10-heading: 10. සැපයුම් නිලධාරී - JM 1-2 - II ශ්‍රේණිය - තනතුරු 01: [9, 1552, 502, 1575]
salary-heading: ප්‍රාථමික මට්ටම (ශිල්පීය) (P L - 3): [1011, 754, 1180, 768]
benefit-item: ■ රජයේ චක්‍රලේඛයන්ට අනුකූලව දේපළ ණය පහසුකම් ලබා දෙනු ලැබේ.: [1016, 1173, 1472, 1188]
internal-label: අභ්‍යන්තර අයදුම්කරුවන් : (පහත 1 හෝ 2): [517, 934, 699, 945]
quals-heading: ➤ සුදුසුකම් හා සේවා පළපුරුද්ද: [1023, 506, 1483, 520]
salary-heading: ප්‍රාථමික මට්ටම (ශිල්පීය නොවන) (P L - 1): [1011, 822, 1221, 836]
external-label: බාහිර අයදුම්කරුවන්: [1011, 523, 1096, 534]
internal-label: අභ්‍යන්තර අයදුම්කරුවන් : (පහත 1 හෝ 2): [517, 282, 699, 294]
quals-heading: ➤ සුදුසුකම් හා සේවා පළපුරුද්ද: [1023, 323, 1483, 337]
address-line: "සව්සිරිපාය", 123, විජේරාම මාවත,: [1035, 1297, 1213, 1311]
qualification-item: තෘතීයික හා වෘත්තීය අධ්‍යාපන කොමිෂන් සභාව විසින් පිළිගත් කාර්මික / වෘත්තීය පුහුණු ආයතනයකින් ලබාගත් අදාළ ක්ෂේත්‍රයේ ජාතික වෘත්තීය සුදුසුකම් (NVQ) 05 මට්ටමට නොඅඩු ප්‍රවීණතා සහතිකයක් ලබා තිබීම සහ සුදුසුකම් ලැබීමෙන් පසු රජයේ දෙපාර්තමේන්තුවක / සංස්ථාවක / මණ්ඩලයක හෝ ඉදිකිරීම් කර්මාන්ත සංවර්ධන අධිකාරියට පිළිගත හැකි පුද්ගලික අංශයේ ආයතනයක අදාළ ක්ෂේත්‍රයේ අවම වශයෙන් වසර 10 ක සේවා පළපුරුද්දක් ලබා තිබීම.: [547, 204, 988, 277]
pl1-banner: ප්‍රාථමික මට්ටම ශිල්පීය නොවන සේවා කාණ්ඩය - (PL-1) - III ශ්‍රේණිය: [997, 417, 1491, 445]
address-line: කොළඹ 07.: [1035, 1314, 1095, 1328]
computer-skills-text: පරිගණක ආශ්‍රිතව (Word Processing, Spread Sheet, Data Base) රාජ්‍ය භාෂා කිරීමට හැකියාව ලබාදෙන පිළිගත් ආයතනයකින් සහතිකයක් ලබා තිබීම.: [517, 902, 988, 929]
age-text: විධායක මට්ටම - H M 1-3: [1022, 933, 1136, 945]
pl1-post-02: 02. උද්‍යානකරු (PL-1) - III ශ්‍රේණිය - තනතුරු - 01: [997, 478, 1491, 501]
gazette-page: [8, 8, 1492, 2346]
qualification-item: තෘතීයික හා වෘත්තීය අධ්‍යාපන කොමිෂන් සභාව විසින් පිළිගත් කාර්මික / වෘත්තීය පුහුණු ආයතනයකින් ලබාගත් අදාළ ක්ෂේත්‍රයේ ජාතික වෘත්තීය සුදුසුකම් (NVQ) 05 මට්ටමට නොඅඩු ප්‍රවීණතා සහතිකයක් ලබා තිබීම සහ සුදුසුකම් ලැබීමෙන් පසු රජයේ දෙපාර්තමේන්තුවක / සංස්ථාවක / මණ්ඩලයක හෝ ඉදිකිරීම් කර්මාන්ත සංවර්ධන අධිකාරියට පිළිගත හැකි පුද්ගලික අංශයේ ආයතනයක අදාළ ක්ෂේත්‍රයේ අවම වශයෙන් වසර 10 ක සේවා පළපුරුද්දක් ලබා තිබීම.: [53, 648, 494, 722]
benefit-item: ■ වෛද්‍ය රක්ෂණ පහසුකම් සපයනු ලැබේ.: [1016, 1133, 1472, 1148]
external-label: බාහිර අයදුම්කරුවන්: [517, 1074, 602, 1085]
column-right: ➤ සුදුසුකම් හා සේවා පළපුරුද්ද බාහිර අයදුම්කරුවන් වෘත්තීය : අභ්‍යන්තර අයදුම්කරුවන් : (පහත 1 හෝ 2) 01. ඉහත බාහිර අයදුම්කරුවන් සඳහා අවශ්‍ය සුදුසුකම් සපුරා තිබීම. ප්‍රාථමික මට්ටම අර්ධ ශිල්පීය සේවා කාණ්ඩය (PL-2) - III ශ්‍රේණිය 01. යන්ත්‍ර ක්‍රියාකරු (PL-2) - III ශ්‍රේණිය - තනතුරු - 03 02. සංචාරක බංගලා භාරකරු (PL-2) - III ශ්‍රේණිය - තනතුරු - 01 03. මෙවලම්භාරක (PL-2) - III ශ්‍රේණිය - තනතුරු - 01 ➤ සුදුසුකම් හා සේවා පළපුරුද්ද බාහිර අයදුම්කරුවන් අභ්‍යන්තර අයදුම්කරුවන් : (පහත 1 හෝ 2) 01. ඉහත බාහිර අයදුම්කරුවන් සඳහා අවශ්‍ය සුදුසුකම් සපුරා තිබීම. ප්‍රාථමික මට්ටම ශිල්පීය නොවන සේවා කාණ්ඩය - (PL-1) - III ශ්‍රේණිය 01. කාර්යාල සහායක (PL-1) - III ශ්‍රේණිය - තනතුරු - 03 02. උද්‍යානකරු (PL-1) - III ශ්‍රේණිය - තනතුරු - 01 ➤ සුදුසුකම් හා සේවා පළපුරුද්ද බාහිර අයදුම්කරුවන් 2016.01.01 දින සිට එක් එක් සේවා කාණ්ඩ සඳහා අදාළ වැටුප් කේත අංක සහ වැටුප් පරිමාණ ජ්‍යෙෂ්ඨ කළමනාකරණ මට්ටම (H M 1-3) H M 1-3 රු. 86,865/- 15x2,270/- 120,915/- මාසික කළමනාකරණ මට්ටම (MM 1-1) MM 1-1 රු. 53,175/- 10x1,375/- 15x1,910/- 95,575/- මාසික කනිෂ්ඨ කළමනාකරණ මට්ටම (J M 1-2) J M 1-2 රු. 43,355/- 10x755/- 18x1,135/- 71,335/- මාසික කළමනාකරණ සහකාර (තාක්ෂණික) (M A 2-2) M A 2-2 - 2016 රු. 30,310/- 10x300/- 7x350/- 4x600/- 20x710/- 52,360/- මාසික කළමනාකරණ සහකාර (තාක්ෂණික නොවන) (M A 1-2) M A 1-2 - 2016 රු. 27,910/- 10x300/- 7x350/- 12x600/- 12x710/- 49,080/- මාසික ප්‍රාථමික මට්ටම (ශිල්පීය) (P L - 3) P L - 3 - 2016 රු. 26,290/- 10x270/- 10x300/- 10x330/- 12x350/- 30,490/- මාසික ප්‍රාථමික මට්ටම (අර්ධ ශිල්පීය) (P L - 2) P L - 2 - 2016 රු. 25,750/- 10x270/- 10x300/- 10x330/- 12x350/- 38,950/- මාසික ප්‍රාථමික මට්ටම (ශිල්පීය නොවන) (P L - 1) P L - 1 - 2016 රු. 24,750/- 10x250/- 10x270/- 7x300/- 15x330/- 37,000/- මාසික 2020.01.01 හෙත් සියලු බඳවා ගැනීම් හා උසස් කිරීම් සඳහා වැටුප් වෙළුම් කළමනාකරණ සේවා චක්‍රලේඛ අංක 2/2016 හි III වන උපලේඛනය ප්‍රකාරව සිදු කරනු ලැබේ. වයස් සීමාව : විධායක මට්ටම - H M 1-3 අවුරුදු 22 ට නොඅඩු හා අවුරුදු 45 ට නොවැඩි විය යුතුය. කළමනාකරණ සහකාර (තාක්ෂණික) (M A 2-2), කළමනාකරණ සහකාර (තාක්ෂණික නොවන) (M A 1-2), ප්‍රාථමික මට්ටම (ශිල්පීය) (P L - 3), ප්‍රාථමික මට්ටම (අර්ධ ශිල්පීය) (P L - 2), ප්‍රාථමික මට්ටම (ශිල්පීය නොවන) (P L - 1) අවුරුදු 18 ට නොඅඩු හා අවුරුදු 45 ට නොවැඩි විය යුතුය. වෙනත් ප්‍රතිලාභ ■ ඉහත වැටුපට අමතරව රජයේ අනුමත දීමනා ගෙවනු ලැබේ. ■ සේවකයාගේ වැටුප් පදනම් කොටගෙන සේවක අර්ථසාධක අරමුදලට ආයතනයෙන් 15% ක දායකත්වයක් සහ සේවකයාගෙන් 10% ක දායකත්වයක්ද සමග ආයතනය විසින් ගෙවනු ලැබේ. ■ වෛද්‍ය රක්ෂණ පහසුකම් සපයනු ලැබේ. ■ රජයේ චක්‍රලේඛවලට අනුකූලව ප්‍රවාහන දීමනා ගෙවනු ලැබේ. ■ රජයේ චක්‍රලේඛයන්ට අනුකූලව දේපළ ණය පහසුකම් ලබා දෙනු ලැබේ. සභාපති, ඉදිකිරීම් කර්මාන්ත සංවර්ධන අධිකාරිය, "සව්සිරිපාය", 123, විජේරාම මාවත, කොළඹ 07.: [997, 9, 1491, 2345]
salary-scale: J M 1-2 රු. 43,355/- 10x755/- 18x1,135/- 71,335/- මාසික: [1031, 669, 1305, 681]
qualification-item: ඉහත බාහිර අයදුම්කරුවන් සඳහා අවශ්‍ය සුදුසුකම් සපුරා තිබීම.: [1041, 397, 1299, 408]
qualification-item: ඉහත බාහිර අයදුම්කරුවන් සඳහා අවශ්‍ය සුදුසුකම් සපුරා තිබීම.: [1041, 160, 1299, 171]
qualification-item: තෘතීයික හා වෘත්තීය අධ්‍යාපන කොමිෂන් සභාව විසින් පිළිගත් කාර්මික / වෘත්තීය පුහුණු ආයතනයකින් ලබාගත් අදාළ ක්ෂේත්‍රයේ ජාතික වෘත්තීය සුදුසුකම් (NVQ) 07 මට්ටමට නොඅඩු ප්‍රවීණතා සහතිකයක් ලබා තිබීම.: [53, 882, 494, 925]
qualification-item: අදාළ ක්ෂේත්‍රයේ කළමනාකරණ සහකාර (තාක්ෂණික නොවන) - II ශ්‍රේණියේ තනතුරක අවම වශයෙන් වසර 05 ක සතුටුදායක සේවා පළපුරුද්දක් තිබීම.: [53, 220, 494, 247]
qualification-item: ඉහත බාහිර අයදුම්කරුවන් සඳහා අවශ්‍ය සුදුසුකම් සපුරා තිබීම.: [547, 298, 805, 310]
section-05-heading: 05. ඉංජිනේරු සහකාර (යාන්ත්‍රික) - JM 1-2 - II ශ්‍රේණිය - තනතුරු 02: [9, 460, 502, 483]
address-line: සභාපති,: [1035, 1262, 1076, 1276]
qualification-item: ශ්‍රී ලංකා වරලත් ගණකාධිකාරී ආයතනයේ (ICASL) අන්තර් මධ්‍ය විභාගය හෝ වරලත් කළමනාකරණ ගණකාධිකාරී ආයතනයේ (CIMA) / සහතික ලත් ගණකාධිකාරීන්ගේ සංගමයේ (ACCA) I හා II කාණ්ඩයේ විභාග සමත්වීම.: [53, 139, 494, 182]
section-06-heading: 06. ප්‍රහුණු කිරීමේ නිලධාරී - JM 1-2 - II ශ්‍රේණිය - තනතුරු - 10: [9, 794, 502, 817]
qualification-item: තෘතීයික හා වෘත්තීය අධ්‍යාපන කොමිෂන් සභාව විසින් පිළිගත් කාර්මික / වෘත්තීය පුහුණු ආයතනයකින් ලබාගත් අදාළ ක්ෂේත්‍රයේ ජාතික වෘත්තීය සුදුසුකම් (NVQ) 05 මට්ටමට නොඅඩු ප්‍රවීණතා සහතිකයක් ලබා තිබීම සහ සුදුසුකම් ලැබීමෙන් පසු රජයේ දෙපාර්තමේන්තුවක / සංස්ථාවක / මණ්ඩලයක හෝ ඉදිකිරීම් කර්මාන්ත සංවර්ධන අධිකාරියට පිළිගත හැකි පුද්ගලික අංශයේ ආයතනයක අදාළ ක්ෂේත්‍රයේ අවම වශයෙන් වසර 10 ක සේවා පළපුරුද්දක් ලබා තිබීම.: [53, 1372, 494, 1446]
quals-heading: ➤ සුදුසුකම් හා සේවා පළපුරුද්ද: [35, 1580, 494, 1594]
benefit-item: ■ ඉහත වැටුපට අමතරව රජයේ අනුමත දීමනා ගෙවනු ලැබේ.: [1016, 1078, 1472, 1093]
internal-label: අභ්‍යන්තර අයදුම්කරුවන් : (පහත 1 හෝ 2): [1011, 144, 1193, 155]
benefits-heading: වෙනත් ප්‍රතිලාභ: [1016, 1058, 1097, 1073]
salary-scale: P L - 2 - 2016 රු. 25,750/- 10x270/- 10x300/- 10x330/- 12x350/- 38,950/- මාසික: [1031, 805, 1424, 817]
address-block: [1035, 1260, 1483, 1330]
pl2-post-01: 01. යන්ත්‍ර ක්‍රියාකරු (PL-2) - III ශ්‍රේණිය - තනතුරු - 03: [997, 239, 1491, 262]
qualification-item: අදාළ ක්ෂේත්‍රයේ කළමනාකරණ සහකාර (තාක්ෂණික) - II ශ්‍රේණියේ තනතුරක අවම වශයෙන් වසර 05 ක සතුටුදායක සේවා පළපුරුද්දක් තිබීම.: [53, 398, 494, 425]
quals-heading: ➤ සුදුසුකම් හා සේවා පළපුරුද්ද: [529, 43, 988, 57]
ma22-post-04: 04. උපදේශක - MA 2-2 - III ශ්‍රේණිය - තනතුරු - 04: [503, 517, 996, 540]
internal-label: අභ්‍යන්තර අයදුම්කරුවන් : (පහත 1 හෝ 2): [23, 1089, 205, 1100]
qualification-item: ඉහත බාහිර අයදුම්කරුවන් සඳහා අවශ්‍ය සුදුසුකම් සපුරා තිබීම.: [53, 1676, 311, 1687]
age-text: කළමනාකරණ සහකාර (තාක්ෂණික) (M A 2-2), කළමනාකරණ සහකාර (තාක්ෂණික නොවන) (M A 1-2), ප්‍රාථමික මට්ටම (ශිල්පීය) (P L - 3), ප්‍රාථමික මට්ටම (අර්ධ ශිල්පීය) (P L - 2), ප්‍රාථමික මට්ටම (ශිල්පීය නොවන) (P L - 1): [1022, 970, 1472, 1013]
qualification-item: ඉහත බාහිර අයදුම්කරුවන් සඳහා අවශ්‍ය සුදුසුකම් සපුරා තිබීම.: [547, 950, 805, 961]
salary-scale: P L - 1 - 2016 රු. 24,750/- 10x250/- 10x270/- 7x300/- 15x330/- 37,000/- මාසික: [1031, 839, 1417, 851]
section-03-heading: 03. සංඛ්‍යාලේඛන නිලධාරී - JM 1-2 - II ශ්‍රේණිය - තනතුරු 01: [9, 254, 502, 277]
age-limit-heading: වයස් සීමාව :: [1016, 912, 1085, 927]
pl2-post-02: 02. සංචාරක බංගලා භාරකරු (PL-2) - III ශ්‍රේණිය - තනතුරු - 01: [997, 267, 1491, 290]
trade-test-text: අදාළ ක්ෂේත්‍රයේ වෘත්තීය පරීක්ෂණයක් (Trade Test) සමත්වීම.: [517, 732, 782, 744]
quals-heading: ➤ සුදුසුකම් හා සේවා පළපුරුද්ද: [35, 1212, 494, 1226]
quals-heading: ➤ සුදුසුකම් හා සේවා පළපුරුද්ද: [35, 43, 494, 57]
salary-heading: කනිෂ්ඨ කළමනාකරණ මට්ටම (J M 1-2): [1011, 652, 1206, 666]
qualification-text: විශ්වවිද්‍යාල ප්‍රතිපාදන කොමිෂන් සභාව විසින් පිළිගත් විශ්වවිද්‍යාලයකින් සංඛ්‍යාන විද්‍යා පිළිබඳ උපාධියක් ලබා තිබීම.: [23, 314, 494, 341]
section-07-heading: 07. කාර්මික හා නඩත්තු නිලධාරී - JM 1-2 - II ශ්‍රේණිය - තනතුරු - 02: [9, 822, 502, 845]
note-text: සටහන : අදාළ ක්ෂේත්‍රයේ පළපුරුද්ද ඇති අයදුම්කරුවන්ට ප්‍රමුඛතාවය දෙනු ලැබේ.: [23, 348, 361, 360]
internal-label: අභ්‍යන්තර අයදුම්කරුවන් : (පහත 1 හෝ 2): [23, 365, 205, 376]
qualification-item: ඉහත බාහිර අයදුම්කරුවන් සඳහා අවශ්‍ය සුදුසුකම් සපුරා තිබීම.: [53, 381, 311, 392]
benefit-item: ■ සේවකයාගේ වැටුප් පදනම් කොටගෙන සේවක අර්ථසාධක අරමුදලට ආයතනයෙන් 15% ක දායකත්වයක් සහ සේවකයාගෙන් 10% ක දායකත්වයක්ද සමග ආයතනය විසින් ගෙවනු ලැබේ.: [1016, 1098, 1472, 1128]
qualification-item: ඉහත බාහිර අයදුම්කරුවන් සඳහා අවශ්‍ය සුදුසුකම් සපුරා තිබීම.: [53, 743, 311, 754]
placement-note: දිස්ත්‍රික් සම්බන්ධීකරණ නිලධාරීන් සඳහා අදාළ දිස්ත්‍රික්කයේ තුළ ස්ථාන ගත කරනු ලැබේ.: [517, 350, 878, 361]
salary-heading: කළමනාකරණ සහකාර (තාක්ෂණික නොවන) (M A 1-2): [1011, 720, 1282, 734]
qualification-item: විශ්වවිද්‍යාල ප්‍රතිපාදන කොමිෂන් සභාව විසින් පිළිගත් විශ්වවිද්‍යාලයක මූල්‍ය / ගිණුම්කරණය / වාණිජය / ගිණුම්කරණය හා මූල්‍ය කළමනාකරණය / ව්‍යාපාර පරිපාලනය / රාජ්‍ය පරිපාලනය, රාජ්‍ය කළමනාකරණය හෝ කළමනාකරණය පිළිබඳ උපාධියක් ලබා තිබීම.: [53, 76, 494, 118]
section-04-heading: 04. ඉංජිනේරු සහකාර - JM 1-2 - II ශ්‍රේණිය - තනතුරු 07: [9, 432, 502, 455]
external-label: බාහිර අයදුම්කරුවන් (පහත 1 හෝ 2): [23, 1596, 182, 1608]
external-label: බාහිර අයදුම්කරුවන් (පහත 1 හෝ 3): [23, 504, 182, 516]
ma22-banner: කළමනාකරණ සහකාර (තාක්ෂණික) සේවා කාණ්ඩය - MA 2-2 - III ශ්‍රේණිය - තනතුරු 17: [503, 370, 996, 427]
or-label: හෝ: [246, 123, 265, 135]
external-label: බාහිර අයදුම්කරුවන් (පහත 1 හෝ 2): [23, 298, 182, 310]
ma22-post-03: 03. පරිගණක ප්‍රධාන තාක්ෂණඥ - MA 2-2 - III ශ්‍රේණිය - තනතුරු - 01: [503, 489, 996, 512]
external-label: බාහිර අයදුම්කරුවන්: [1011, 340, 1096, 351]
salary-heading: ජ්‍යෙෂ්ඨ කළමනාකරණ මට්ටම (H M 1-3): [1011, 584, 1213, 598]
qualification-item: අදාළ ක්ෂේත්‍රයේ කළමනාකරණ සහකාර (තාක්ෂණික) - II ශ්‍රේණියේ තනතුරක අවම වශයෙන් වසර 05 ක සතුටුදායක සේවා පළපුරුද්දක් තිබීම.: [53, 1122, 494, 1149]
qualification-text: විශ්වවිද්‍යාල ප්‍රතිපාදන කොමිෂන් සභාව විසින් පිළිගත් විශ්වවිද්‍යාලයක සැපයුම් කළමනාකරණය / ව්‍යාපාර පරිපාලනය / ව්‍යාපාර කළමනාකරණය / ගිණුම්කරණය / මූල්‍ය කළමනාකරණය / වාණිජය හෝ ඊට සමාන උපාධියක් ලබා තිබීම.: [23, 1612, 494, 1655]
benefit-item: ■ රජයේ චක්‍රලේඛවලට අනුකූලව ප්‍රවාහන දීමනා ගෙවනු ලැබේ.: [1016, 1153, 1472, 1168]
qualification-item: අදාළ ක්ෂේත්‍රයේ කළමනාකරණ සහකාර (තාක්ෂණික) - II ශ්‍රේණියේ තනතුරක අවම වශයෙන් වසර 05 ක සතුටුදායක සේවා පළපුරුද්දක් තිබීම.: [547, 316, 988, 343]
section-08-heading: 08. ව්‍යාපෘති නිලධාරී - JM 1-2 - II ශ්‍රේණිය - තනතුරු - 01: [9, 1156, 502, 1179]
quals-heading: ➤ සුදුසුකම් හා සේවා පළපුරුද්ද: [529, 815, 988, 829]
quals-heading: ➤ සුදුසුකම් හා සේවා පළපුරුද්ද: [1023, 19, 1483, 33]
pl3-post-02: 02. වෘත්තීය ශිල්පී - (PL-3) - III ශ්‍රේණිය - තනතුරු - 10: [503, 1128, 996, 1151]
age-text: අවුරුදු 18 ට නොඅඩු හා අවුරුදු 45 ට නොවැඩි විය යුතුය.: [1022, 1019, 1265, 1031]
qualification-item: ඉහත බාහිර අයදුම්කරුවන් සඳහා අවශ්‍ය සුදුසුකම් සපුරා තිබීම.: [547, 700, 805, 711]
external-label: බාහිර අයදුම්කරුවන්: [517, 589, 602, 601]
